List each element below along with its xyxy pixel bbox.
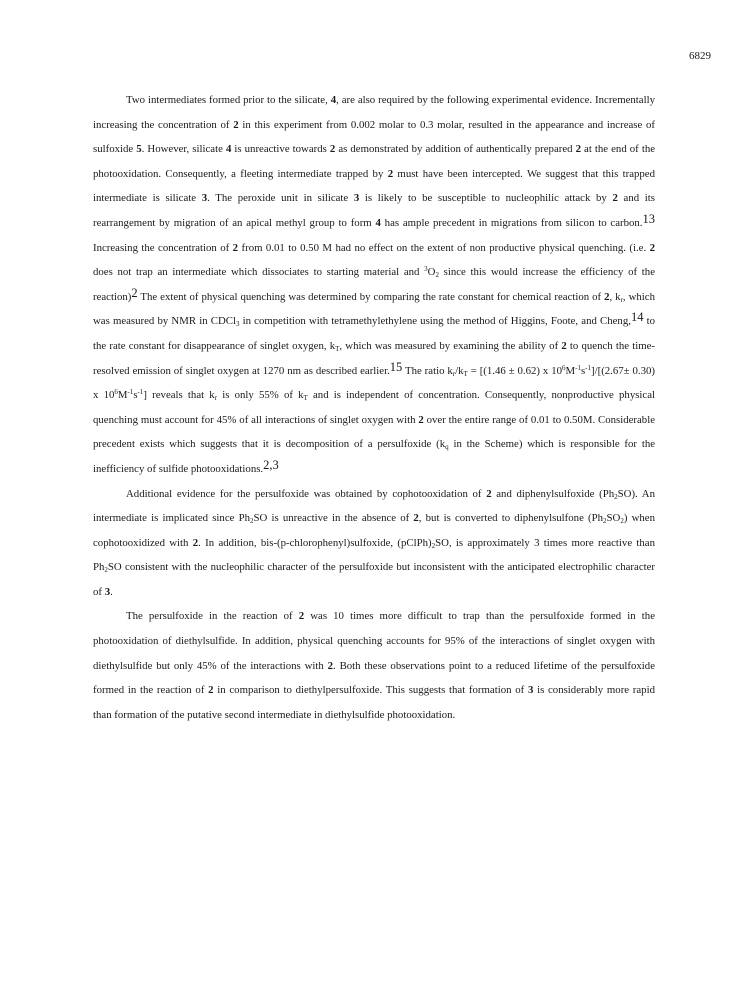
text-run: . Both these observations point to a reduced lifetime of the persulfoxide formed in the reaction of [93,659,655,697]
text-run: The persulfoxide in the reaction of [126,610,299,623]
text-run: SO [606,512,621,525]
text-run: . The peroxide unit in silicate [207,192,354,205]
text-run: and diphenylsulfoxide (Ph [491,487,615,500]
compound-number: 2 [486,487,492,500]
subscript: r [214,394,218,403]
compound-number: 3 [104,585,111,598]
text-run: SO). An intermediate is implicated since Ph [93,487,655,525]
text-run: Two intermediates formed prior to the silicate, [126,94,331,106]
compound-number: 4 [225,143,232,156]
text-run: and its rearrangement by migration of an apical methyl group to form [93,192,655,229]
text-run: , k [609,290,621,303]
paragraph-1 [93,88,655,482]
subscript: 2 [435,271,439,280]
text-run: in comparison to diethylpersulfoxide. This suggests that formation of [213,684,528,697]
compound-number: 2 [418,413,424,426]
text-run: SO consistent with the nucleophilic character of the persulfoxide but inconsistent with the anticipated electrophilic character of [93,561,655,598]
text-run: to the rate constant for disappearance of singlet oxygen, k [93,315,655,352]
text-run: The ratio k [402,364,453,377]
page-number: 6829 [689,50,711,62]
text-run: to quench the time-resolved emission of singlet oxygen at 1270 nm as described earlier. [93,339,655,377]
compound-number: 2 [604,290,610,303]
compound-number: 2 [232,241,239,254]
text-run: SO is unreactive in the absence of [253,512,414,525]
compound-number: 2 [649,241,656,254]
text-run: was 10 times more difficult to trap than the persulfoxide formed in the photooxidation of diethylsulfide. In addition, physical quenching accounts for 95% of the interactions of singlet oxygen with diethylsulfide but only 45% of the interactions with [93,610,655,672]
subscript: 2 [603,517,607,526]
text-run: M [565,364,576,377]
compound-number: 2 [612,192,618,205]
compound-number: 2 [329,143,336,156]
superscript: 6 [562,363,566,372]
text-run: /k [455,364,464,377]
compound-number: 2 [327,659,334,672]
compound-number: 2 [561,339,567,352]
subscript: T [335,344,340,353]
superscript: 6 [114,388,118,397]
superscript: -1 [137,388,144,397]
subscript: 2 [431,541,436,550]
subscript: 2 [614,492,618,501]
text-run: . In addition, bis-(p-chlorophenyl)sulfoxide, (pClPh) [198,536,432,549]
subscript: q [445,443,449,452]
subscript: 2 [104,566,108,575]
compound-number: 3 [353,192,360,205]
text-run: is unreactive towards [231,143,330,156]
text-run: in competition with tetramethylethylene using the method of Higgins, Foote, and Cheng, [239,315,631,328]
text-run: in the Scheme) which is responsible for the inefficiency of sulfide photooxidations. [93,438,656,475]
text-run: s [580,364,586,377]
text-run: as demonstrated by addition of authentically prepared [335,143,576,156]
reference-marker: 14 [630,310,644,325]
subscript: T [463,369,468,378]
text-run: , which was measured by examining the ability of [339,339,562,352]
subscript: r [452,369,456,378]
text-run: over the entire range of 0.01 to 0.50M. Considerable precedent exists which suggests that it is decomposition of a persulfoxide (k [93,413,656,451]
subscript: 2 [250,517,254,526]
text-run: SO, is approximately 3 times more reactive than Ph [93,536,656,574]
text-run: Additional evidence for the persulfoxide was obtained by cophotooxidation of [126,487,487,500]
text-run: does not trap an intermediate which dissociates to starting material and [93,266,425,279]
compound-number: 2 [413,512,419,525]
subscript: r [620,295,623,304]
superscript: 3 [424,265,428,274]
compound-number: 2 [387,167,394,180]
text-run: is likely to be susceptible to nucleophilic attack by [359,192,613,205]
text-run: since this would increase the efficiency of the reaction) [93,266,656,303]
compound-number: 2 [233,118,239,131]
reference-marker: 13 [642,211,656,226]
superscript: -1 [127,388,134,397]
text-run: M [117,389,128,402]
text-run: and is independent of concentration. Consequently, nonproductive physical quenching must account for 45% of all interactions of singlet oxygen with [93,389,656,426]
superscript: -1 [585,363,591,372]
text-run: . [110,585,113,598]
compound-number: 2 [298,610,305,623]
text-run: O [427,266,436,279]
text-run: is only 55% of k [217,389,304,402]
subscript: 2 [620,517,624,526]
compound-number: 4 [330,94,337,106]
text-run: ) when cophotooxidized with [93,512,655,549]
text-run: The extent of physical quenching was determined by comparing the rate constant for chemical reaction of [137,290,605,303]
compound-number: 2 [208,684,214,697]
compound-number: 3 [527,684,534,697]
text-run: s [133,389,138,402]
text-run: has ample precedent in migrations from silicon to carbon. [380,216,643,229]
reference-marker: 2 [131,285,138,300]
compound-number: 3 [201,192,208,205]
subscript: 3 [235,320,240,329]
superscript: -1 [575,363,581,372]
reference-marker: 2,3 [263,457,279,472]
text-run: at the end of the photooxidation. Consequently, a fleeting intermediate trapped by [93,143,656,180]
text-run: = [(1.46 ± 0.62) x 10 [467,364,562,377]
text-run: is considerably more rapid than formation of the putative second intermediate in diethylsulfide photooxidation. [93,684,655,721]
text-run: must have been intercepted. We suggest that this trapped intermediate is silicate [93,167,655,205]
compound-number: 4 [375,216,381,229]
text-run: , but is converted to diphenylsulfone (Ph [418,512,604,525]
text-run: from 0.01 to 0.50 M had no effect on the extent of non productive physical quenching. (i.e. [238,241,650,254]
subscript: T [303,394,308,403]
text-run: Increasing the concentration of [93,241,233,254]
text-run: . However, silicate [141,143,226,156]
compound-number: 2 [575,143,581,156]
compound-number: 5 [136,143,142,156]
text-run: ]/[(2.67± 0.30) x 10 [93,364,655,402]
paragraph-3 [93,604,655,727]
body-text [93,88,655,727]
text-run: in this experiment from 0.002 molar to 0.3 molar, resulted in the appearance and increase of sulfoxide [93,118,655,156]
text-run: , which was measured by NMR in CDCl [93,290,655,328]
text-run: ] reveals that k [143,389,215,402]
reference-marker: 15 [389,359,403,374]
compound-number: 2 [192,536,199,549]
text-run: , are also required by the following experimental evidence. Incrementally increasing the concentration of [93,94,655,131]
paragraph-2 [93,482,655,605]
